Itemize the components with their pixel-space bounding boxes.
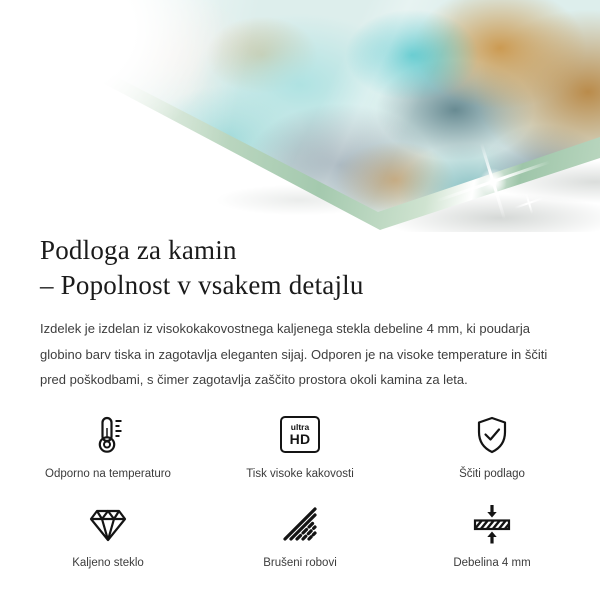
polished-edges-icon (278, 502, 322, 546)
feature-label: Debelina 4 mm (453, 556, 531, 569)
ultra-hd-icon: ultra HD (280, 413, 320, 457)
feature-polished-edges (204, 502, 396, 569)
thermometer-icon (86, 413, 130, 457)
thickness-icon (470, 502, 514, 546)
feature-label: Tisk visoke kakovosti (246, 467, 354, 480)
feature-print-quality (204, 413, 396, 480)
feature-label: Ščiti podlago (459, 467, 525, 480)
page-title-line1: Podloga za kamin (40, 235, 237, 265)
shield-check-icon (470, 413, 514, 457)
feature-label: Brušeni robovi (263, 556, 337, 569)
hero-product-image (0, 0, 600, 232)
feature-grid (12, 413, 588, 569)
feature-label: Odporno na temperaturo (45, 467, 171, 480)
page-title (40, 233, 560, 303)
page-title-line2: – Popolnost v vsakem detajlu (40, 270, 364, 300)
product-description: Izdelek je izdelan iz visokokakovostnega kaljenega stekla debeline 4 mm, ki poudarja globino barv tiska in zagotavlja eleganten sijaj. Odporen je na visoke temperature in ščiti pred poškodbami, s čimer zagotavlja zaščito prostora okoli kamina za leta. (40, 321, 548, 387)
feature-temperature (12, 413, 204, 480)
feature-thickness (396, 502, 588, 569)
feature-protection (396, 413, 588, 480)
feature-label: Kaljeno steklo (72, 556, 144, 569)
diamond-icon (86, 502, 130, 546)
feature-tempered-glass (12, 502, 204, 569)
content-block (0, 233, 600, 393)
